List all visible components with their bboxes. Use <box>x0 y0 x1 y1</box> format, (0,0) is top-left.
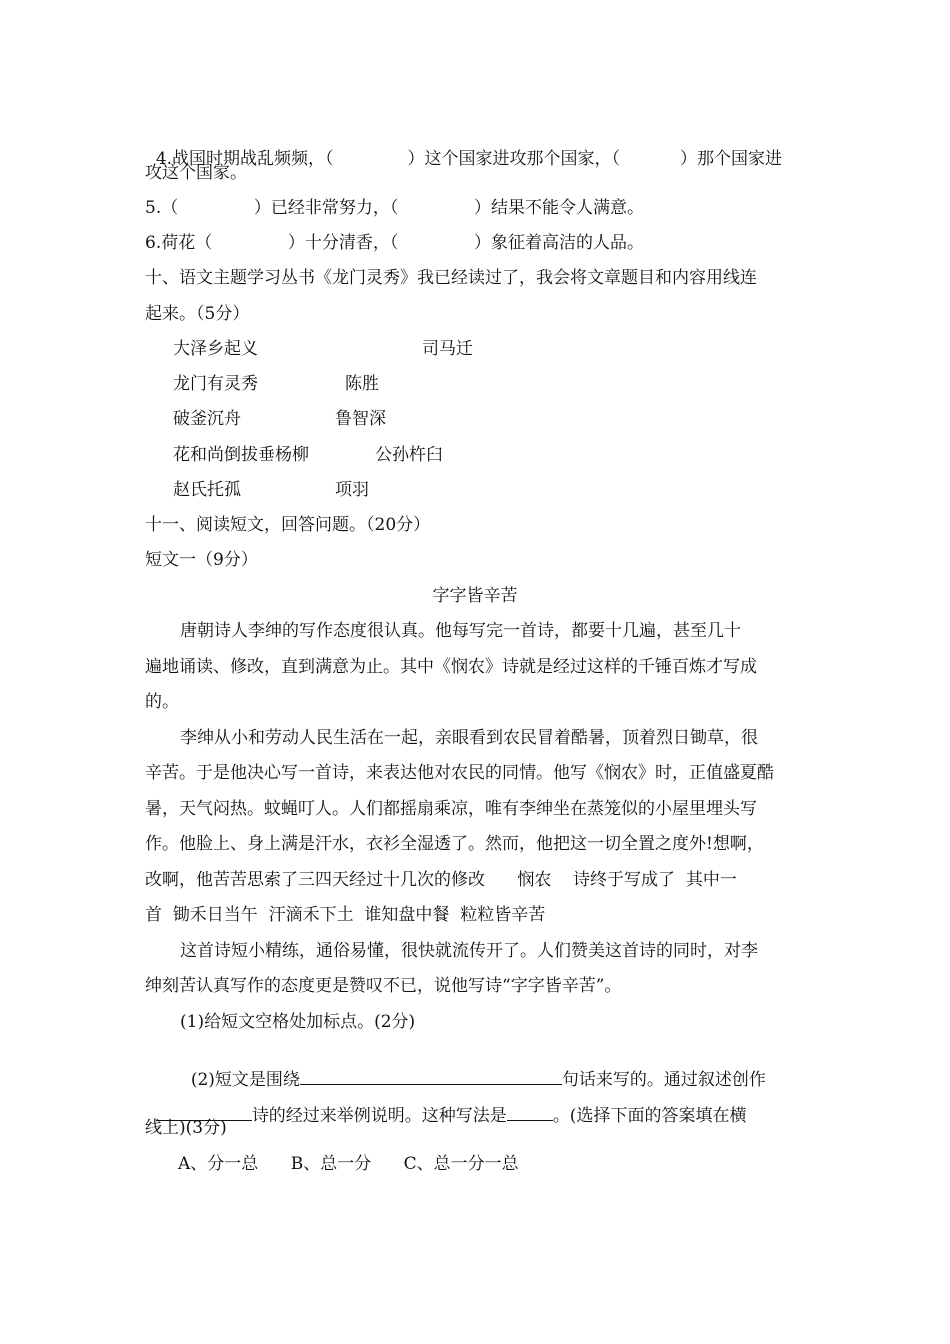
question-2-line2: 诗的经过来举例说明。这种写法是 。(选择下面的答案填在横 <box>145 1082 746 1127</box>
matching-left-2: 龙门有灵秀 <box>173 374 258 394</box>
matching-right-5: 项羽 <box>335 480 369 500</box>
section-10-line2: 起来。（5分） <box>145 304 250 324</box>
section-10-line1: 十、语文主题学习丛书《龙门灵秀》我已经读过了，我会将文章题目和内容用线连 <box>145 268 757 288</box>
question-5: 5.（ ）已经非常努力，（ ）结果不能令人满意。 <box>145 198 645 218</box>
matching-left-1: 大泽乡起义 <box>173 339 258 359</box>
para2-line1: 李绅从小和劳动人民生活在一起，亲眼看到农民冒着酷暑，顶着烈日锄草，很 <box>180 728 758 748</box>
matching-right-2: 陈胜 <box>345 374 379 394</box>
matching-right-3: 鲁智深 <box>335 409 386 429</box>
para2-line4: 作。他脸上、身上满是汗水，衣衫全湿透了。然而，他把这一切全置之度外!想啊， <box>145 834 764 854</box>
para1-line1: 唐朝诗人李绅的写作态度很认真。他每写完一首诗，都要十几遍，甚至几十 <box>180 621 741 641</box>
question-2-line3: 线上)(3分) <box>145 1118 227 1138</box>
para3-line1: 这首诗短小精练，通俗易懂，很快就流传开了。人们赞美这首诗的同时，对李 <box>180 941 758 961</box>
matching-right-1: 司马迁 <box>422 339 473 359</box>
para1-line2: 遍地诵读、修改，直到满意为止。其中《悯农》诗就是经过这样的千锤百炼才写成 <box>145 657 757 677</box>
answer-blank-method[interactable] <box>507 1104 553 1121</box>
passage-title: 字字皆辛苦 <box>432 586 518 606</box>
section-11-heading: 十一、阅读短文，回答问题。（20分） <box>145 515 431 535</box>
para2-line5: 改啊，他苦苦思索了三四天经过十几次的修改 悯农 诗终于写成了 其中一 <box>145 870 737 890</box>
para3-line2: 绅刻苦认真写作的态度更是赞叹不已，说他写诗“字字皆辛苦”。 <box>145 976 622 996</box>
question-4-line1: 4.战国时期战乱频频，（ ）这个国家进攻那个国家，（ ）那个国家进 <box>155 149 783 169</box>
question-2-line1: (2)短文是围绕 句话来写的。通过叙述创作 <box>190 1070 766 1090</box>
matching-left-3: 破釜沉舟 <box>173 409 241 429</box>
matching-right-4: 公孙杵臼 <box>375 445 443 465</box>
para1-line3: 的。 <box>145 692 179 712</box>
answer-options: A、分一总 B、总一分 C、总一分一总 <box>178 1154 519 1174</box>
passage-1-label: 短文一（9分） <box>145 550 258 570</box>
question-4-line2: 攻这个国家。 <box>145 163 247 183</box>
matching-left-5: 赵氏托孤 <box>173 480 241 500</box>
question-1: (1)给短文空格处加标点。(2分) <box>180 1012 416 1032</box>
question-6: 6.荷花（ ）十分清香，（ ）象征着高洁的人品。 <box>145 233 645 253</box>
matching-left-4: 花和尚倒拔垂杨柳 <box>173 445 309 465</box>
para2-line3: 暑，天气闷热。蚊蝇叮人。人们都摇扇乘凉，唯有李绅坐在蒸笼似的小屋里埋头写 <box>145 799 757 819</box>
para2-line2: 辛苦。于是他决心写一首诗，来表达他对农民的同情。他写《悯农》时，正值盛夏酷 <box>145 763 774 783</box>
para2-line6: 首 锄禾日当午 汗滴禾下土 谁知盘中餐 粒粒皆辛苦 <box>145 905 546 925</box>
